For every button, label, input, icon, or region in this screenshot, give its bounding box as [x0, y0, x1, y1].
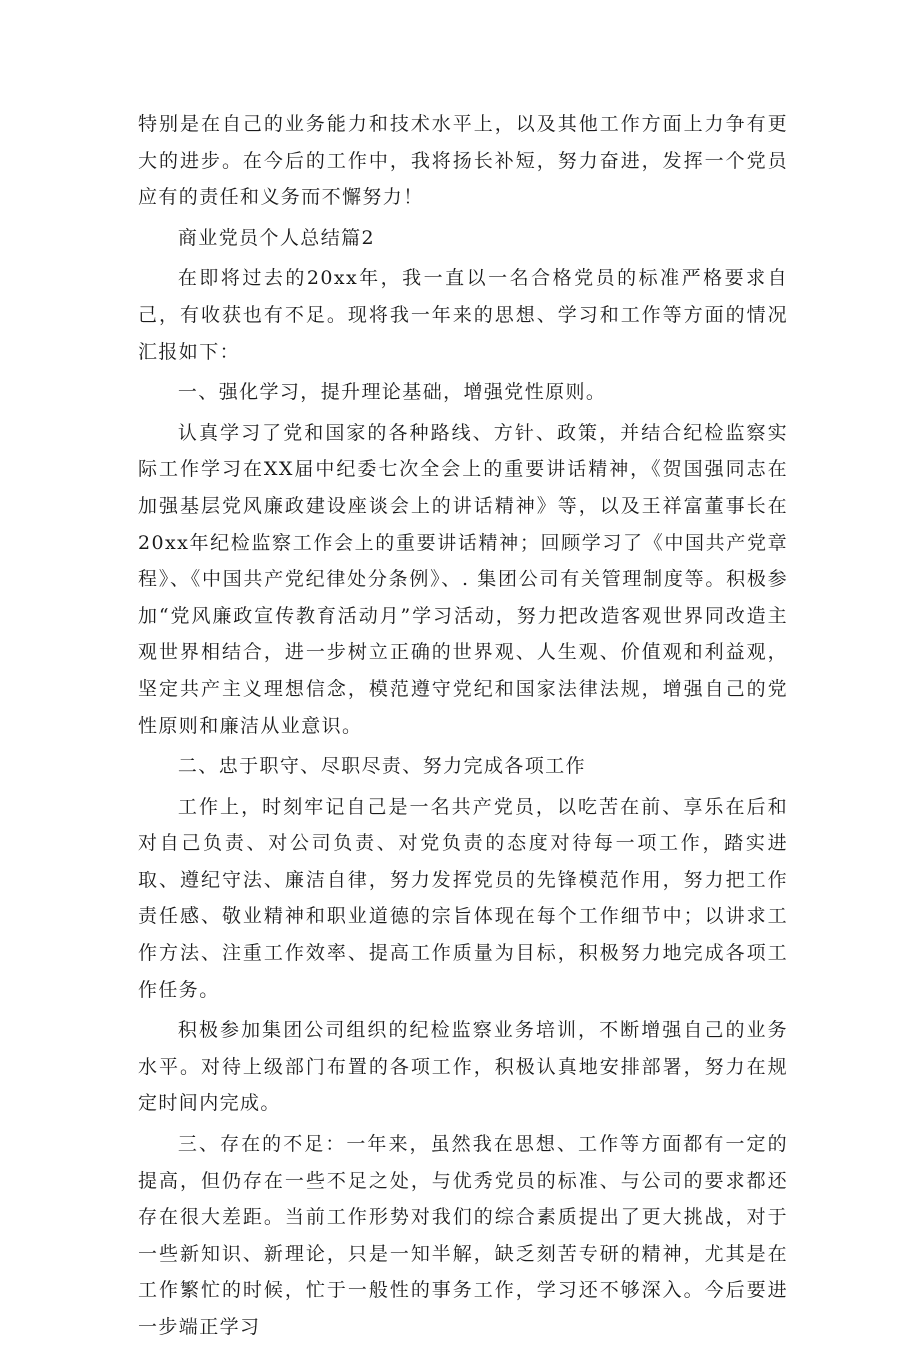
section-title: 商业党员个人总结篇2: [177, 226, 375, 249]
heading-one: 一、强化学习，提升理论基础，增强党性原则。: [177, 381, 607, 404]
paragraph-study: 认真学习了党和国家的各种路线、方针、政策，并结合纪检监察实际工作学习在XX届中纪委七次全会上的重要讲话精神，《贺国强同志在加强基层党风廉政建设座谈会上的讲话精神》等，以及王祥富董事长在20xx年纪检监察工作会上的重要讲话精神；回顾学习了《中国共产党章程》、《中国共产党纪律处分条例》、. 集团公司有关管理制度等。积极参加“党风廉政宣传教育活动月”学习活动，努力把改造客观世界同改造主观世界相结合，进一步树立正确的世界观、人生观、价值观和利益观，坚定共产主义理想信念，模范遵守党纪和国家法律法规，增强自己的党性原则和廉洁从业意识。: [138, 421, 788, 737]
paragraph-training: 积极参加集团公司组织的纪检监察业务培训，不断增强自己的业务水平。对待上级部门布置的各项工作，积极认真地安排部署，努力在规定时间内完成。: [138, 1019, 788, 1115]
paragraph-intro: 在即将过去的20xx年，我一直以一名合格党员的标准严格要求自己，有收获也有不足。现将我一年来的思想、学习和工作等方面的情况汇报如下：: [138, 267, 788, 363]
document-body: [138, 106, 788, 1350]
paragraph-work: 工作上，时刻牢记自己是一名共产党员，以吃苦在前、享乐在后和对自己负责、对公司负责、对党负责的态度对待每一项工作，踏实进取、遵纪守法、廉洁自律，努力发挥党员的先锋模范作用，努力把工作责任感、敬业精神和职业道德的宗旨体现在每个工作细节中；以讲求工作方法、注重工作效率、提高工作质量为目标，积极努力地完成各项工作任务。: [138, 795, 788, 1001]
paragraph-shortcomings: 三、存在的不足：一年来，虽然我在思想、工作等方面都有一定的提高，但仍存在一些不足之处，与优秀党员的标准、与公司的要求都还存在很大差距。当前工作形势对我们的综合素质提出了更大挑战，对于一些新知识、新理论，只是一知半解，缺乏刻苦专研的精神，尤其是在工作繁忙的时候，忙于一般性的事务工作，学习还不够深入。今后要进一步端正学习: [138, 1133, 788, 1338]
heading-two: 二、忠于职守、尽职尽责、努力完成各项工作: [177, 755, 586, 778]
paragraph-continuation: 特别是在自己的业务能力和技术水平上，以及其他工作方面上力争有更大的进步。在今后的工作中，我将扬长补短，努力奋进，发挥一个党员应有的责任和义务而不懈努力！: [138, 113, 788, 209]
